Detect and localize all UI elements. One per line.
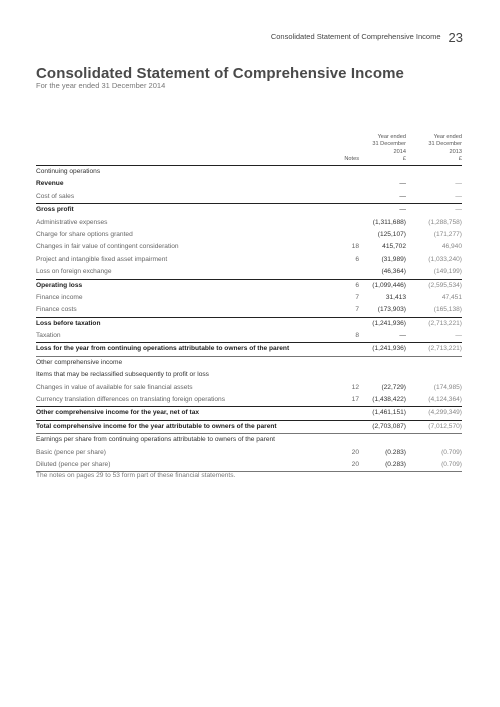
value-2013: (7,012,570): [428, 422, 462, 430]
value-2013: —: [455, 332, 462, 340]
notes-header: Notes: [344, 155, 359, 162]
row-label: Currency translation differences on translating foreign operations: [36, 396, 226, 404]
row-label: Basic (pence per share): [36, 448, 107, 456]
row-label: Gross profit: [36, 206, 74, 214]
table-row: [36, 254, 462, 266]
row-label: Changes in fair value of contingent consideration: [36, 243, 179, 251]
value-2014: —: [399, 180, 406, 188]
table-row: [36, 330, 462, 342]
value-2014: (0.283): [385, 448, 406, 456]
table-row: [36, 317, 462, 330]
header-line: Year ended: [377, 134, 406, 141]
row-note: 6: [355, 255, 359, 263]
row-label: Items that may be reclassified subsequently to profit or loss: [36, 371, 209, 379]
row-label: Continuing operations: [36, 168, 101, 175]
row-label: Administrative expenses: [36, 218, 108, 226]
year-2013-header: [422, 134, 462, 163]
header-line: £: [458, 155, 462, 162]
row-label: Finance costs: [36, 306, 77, 314]
row-label: Finance income: [36, 293, 83, 301]
row-label: Cost of sales: [36, 192, 75, 200]
value-2014: (0.283): [385, 460, 406, 468]
value-2013: (0.709): [441, 460, 462, 468]
table-row: [36, 304, 462, 316]
value-2013: 46,940: [441, 243, 462, 251]
running-header: [271, 29, 463, 44]
row-label: Charge for share options granted: [36, 230, 133, 238]
row-label: Other comprehensive income: [36, 358, 123, 366]
row-note: 17: [351, 396, 359, 404]
table-row: [36, 357, 462, 369]
header-line: 2014: [393, 148, 406, 155]
table-row: [36, 191, 462, 203]
table-row: [36, 394, 462, 406]
header-line: 31 December: [428, 141, 462, 148]
table-row: [36, 229, 462, 241]
value-2013: 47,451: [441, 293, 462, 301]
value-2013: (4,124,364): [428, 396, 462, 404]
page-subtitle: For the year ended 31 December 2014: [36, 81, 166, 90]
value-2014: (46,364): [381, 268, 406, 276]
value-2014: (125,107): [377, 230, 406, 238]
value-2013: (149,199): [433, 268, 462, 276]
value-2014: (173,903): [377, 306, 406, 314]
table-row: [36, 203, 462, 216]
value-2014: 415,702: [382, 243, 406, 251]
page-title: Consolidated Statement of Comprehensive Income: [36, 65, 404, 82]
header-line: 31 December: [372, 141, 406, 148]
value-2013: (1,288,758): [428, 218, 462, 226]
header-line: 2013: [449, 148, 462, 155]
year-2014-header: [366, 134, 406, 163]
value-2014: —: [399, 206, 406, 214]
row-note: 7: [355, 306, 359, 314]
table-row: [36, 459, 462, 472]
value-2014: (1,099,446): [372, 281, 406, 289]
income-statement-table: [36, 130, 462, 472]
table-row: [36, 165, 462, 178]
row-note: 6: [355, 281, 359, 289]
row-note: 20: [351, 460, 359, 468]
table-row: [36, 279, 462, 292]
value-2013: (2,713,221): [428, 319, 462, 327]
row-label: Changes in value of available for sale financial assets: [36, 383, 193, 391]
value-2014: 31,413: [385, 293, 406, 301]
table-row: [36, 406, 462, 419]
row-label: Operating loss: [36, 281, 83, 289]
row-label: Loss for the year from continuing operations attributable to owners of the parent: [36, 345, 290, 353]
row-label: Project and intangible fixed asset impairment: [36, 255, 168, 263]
row-label: Revenue: [36, 180, 64, 188]
row-label: Taxation: [36, 332, 61, 340]
value-2013: (1,033,240): [428, 255, 462, 263]
value-2014: (1,438,422): [372, 396, 406, 404]
value-2013: (171,277): [433, 230, 462, 238]
row-note: 20: [351, 448, 359, 456]
table-row: [36, 369, 462, 381]
value-2013: (165,138): [433, 306, 462, 314]
table-row: [36, 434, 462, 446]
value-2013: —: [455, 192, 462, 200]
column-headers: [36, 130, 462, 165]
row-note: 18: [351, 243, 359, 251]
row-note: 8: [355, 332, 359, 340]
row-note: 12: [351, 383, 359, 391]
table-body: [36, 165, 462, 472]
value-2014: (1,241,936): [372, 319, 406, 327]
value-2014: (31,989): [381, 255, 406, 263]
value-2013: (174,985): [433, 383, 462, 391]
table-row: [36, 420, 462, 434]
row-label: Total comprehensive income for the year attributable to owners of the parent: [36, 422, 277, 430]
value-2014: (2,703,087): [372, 422, 406, 430]
page-number: 23: [448, 30, 463, 45]
value-2013: —: [455, 180, 462, 188]
table-row: [36, 447, 462, 459]
value-2014: (1,461,151): [372, 409, 406, 417]
value-2013: (2,595,534): [428, 281, 462, 289]
row-label: Loss before taxation: [36, 319, 101, 327]
value-2014: —: [399, 192, 406, 200]
value-2013: (0.709): [441, 448, 462, 456]
row-label: Earnings per share from continuing operations attributable to owners of the parent: [36, 436, 275, 444]
table-row: [36, 292, 462, 304]
value-2014: (1,311,688): [372, 218, 406, 226]
row-note: 7: [355, 293, 359, 301]
running-head-title: Consolidated Statement of Comprehensive Income: [270, 32, 441, 41]
header-line: Year ended: [433, 134, 462, 141]
value-2013: (2,713,221): [428, 345, 462, 353]
table-row: [36, 217, 462, 229]
value-2013: —: [455, 206, 462, 214]
table-row: [36, 342, 462, 356]
value-2014: (22,729): [381, 383, 406, 391]
value-2014: (1,241,936): [372, 345, 406, 353]
row-label: Other comprehensive income for the year, net of tax: [36, 409, 200, 417]
row-label: Diluted (pence per share): [36, 460, 111, 468]
table-row: [36, 178, 462, 190]
table-row: [36, 241, 462, 253]
table-row: [36, 266, 462, 278]
value-2013: (4,299,349): [428, 409, 462, 417]
header-line: £: [402, 155, 406, 162]
table-row: [36, 382, 462, 394]
footnote: The notes on pages 29 to 53 form part of these financial statements.: [36, 472, 236, 479]
value-2014: —: [399, 332, 406, 340]
row-label: Loss on foreign exchange: [36, 268, 112, 276]
